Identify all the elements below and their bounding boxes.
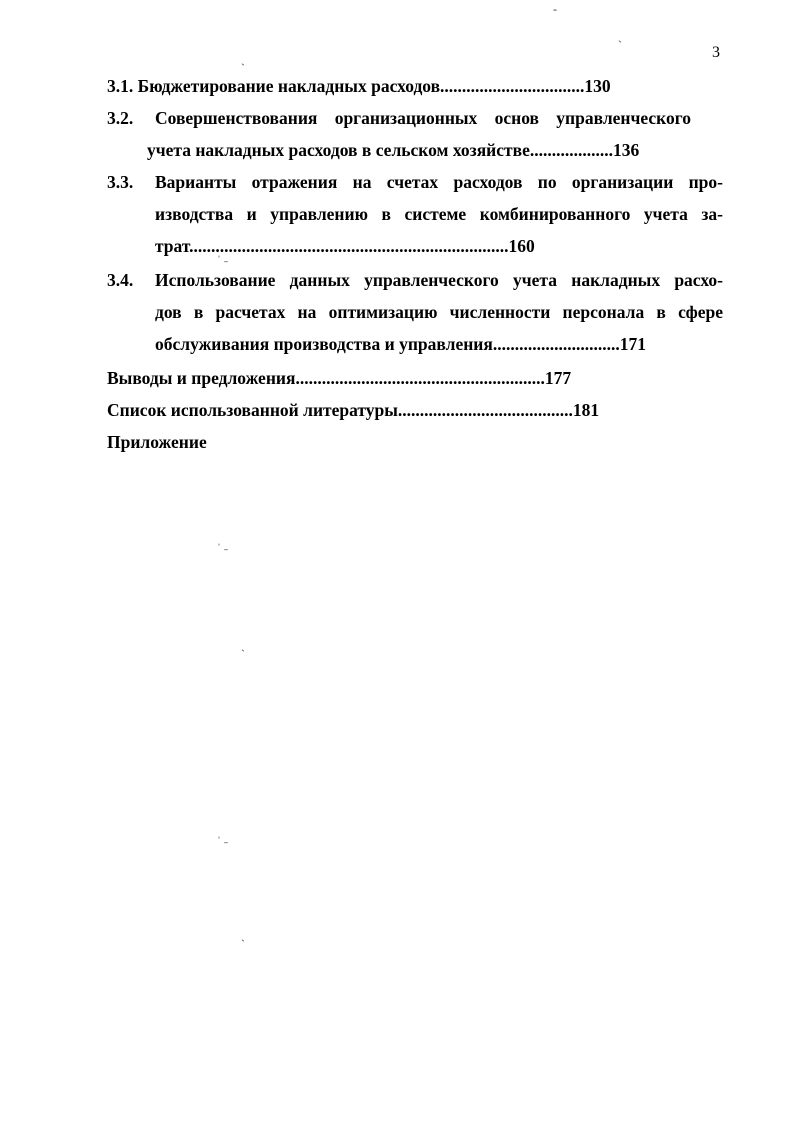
- toc-entry-bibliography: [107, 396, 723, 428]
- toc-entry-text-cont: дов в расчетах на оптимизацию численности персонала в сфере: [155, 302, 723, 322]
- toc-entry-text-cont: изводства и управлению в системе комбинированного учета за-: [155, 204, 723, 224]
- table-of-contents: [107, 72, 723, 460]
- toc-entry-3-3: [107, 168, 723, 266]
- toc-entry-3-2: [107, 104, 723, 168]
- toc-entry-3-1: [107, 72, 723, 104]
- toc-entry-text: Использование данных управленческого учета накладных расхо-: [155, 270, 723, 290]
- scan-mark: -: [553, 2, 557, 16]
- toc-entry-text: Список использованной литературы........................................181: [107, 400, 600, 420]
- scan-mark: ˈ ˗: [217, 253, 228, 267]
- page-number: 3: [712, 44, 720, 61]
- scan-mark: `: [618, 38, 622, 52]
- scan-mark: ˈ ˗: [217, 834, 228, 848]
- toc-entry-conclusions: [107, 364, 723, 396]
- toc-entry-number: 3.2.: [107, 108, 134, 128]
- toc-entry-text: Варианты отражения на счетах расходов по организации про-: [155, 172, 723, 192]
- toc-entry-text: 3.1. Бюджетирование накладных расходов.................................130: [107, 76, 611, 96]
- toc-entry-text: Выводы и предложения.........................................................177: [107, 368, 572, 388]
- scan-mark: ˏ: [241, 928, 245, 942]
- toc-entry-3-4: [107, 266, 723, 364]
- scan-mark: ˈ ˗: [217, 541, 228, 555]
- toc-entry-text-cont: трат.........................................................................160: [155, 236, 535, 256]
- toc-entry-appendix: [107, 428, 723, 460]
- toc-entry-text: Приложение: [107, 432, 207, 452]
- toc-entry-text-cont: учета накладных расходов в сельском хозяйстве...................136: [147, 140, 640, 160]
- toc-entry-number: 3.4.: [107, 270, 134, 290]
- toc-entry-text-cont: обслуживания производства и управления.............................171: [155, 334, 646, 354]
- toc-entry-number: 3.3.: [107, 172, 134, 192]
- toc-entry-text: Совершенствования организационных основ управленческого: [155, 108, 691, 128]
- scan-mark: ˏ: [241, 52, 245, 66]
- scan-mark: ˏ: [241, 638, 245, 652]
